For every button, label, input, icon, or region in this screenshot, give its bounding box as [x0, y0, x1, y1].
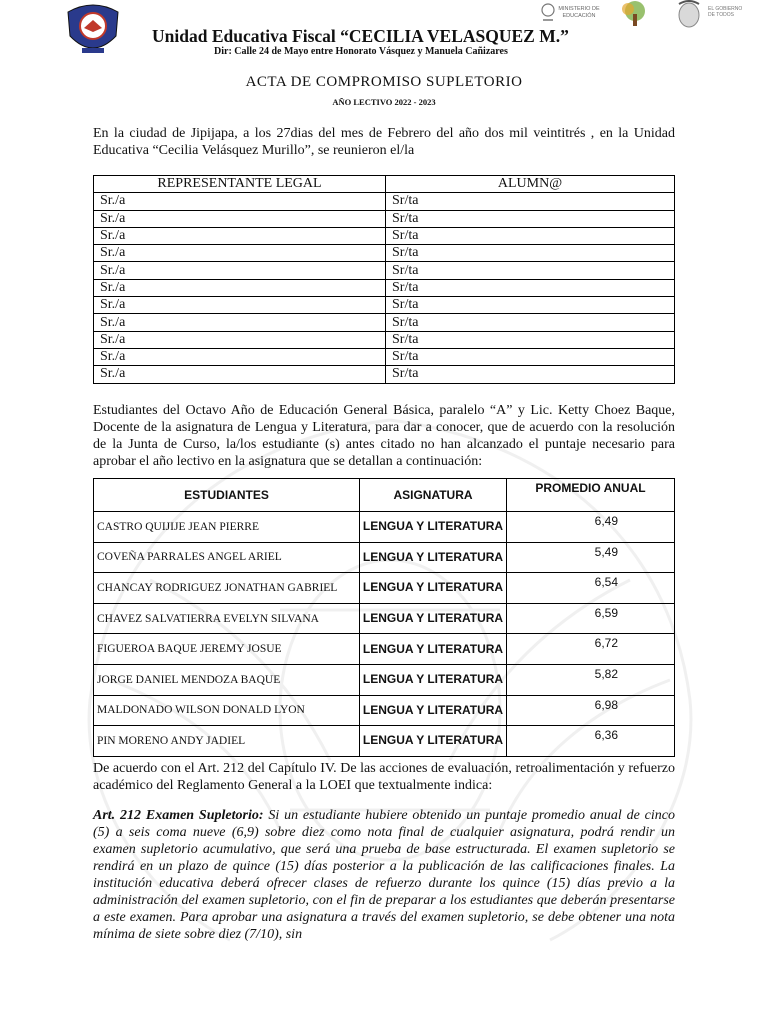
student-cell: Sr/ta	[386, 262, 675, 279]
subject-cell: LENGUA Y LITERATURA	[360, 695, 507, 726]
student-cell: Sr/ta	[386, 314, 675, 331]
school-address: Dir: Calle 24 de Mayo entre Honorato Vásquez y Manuela Cañizares	[214, 46, 508, 57]
column-header: PROMEDIO ANUAL	[507, 479, 675, 512]
representative-cell: Sr./a	[94, 366, 386, 383]
average-cell: 6,54	[507, 573, 675, 604]
table-row	[94, 726, 675, 757]
representative-cell: Sr./a	[94, 331, 386, 348]
table-row	[94, 366, 675, 383]
table-row	[94, 262, 675, 279]
average-cell: 6,36	[507, 726, 675, 757]
ministry-emblem-icon	[540, 2, 556, 24]
grades-table	[93, 478, 675, 757]
student-name-cell: COVEÑA PARRALES ANGEL ARIEL	[94, 542, 360, 573]
average-cell: 5,49	[507, 542, 675, 573]
article-paragraph	[93, 807, 675, 943]
table-row	[94, 245, 675, 262]
representatives-table	[93, 175, 675, 384]
table-row	[94, 542, 675, 573]
representative-cell: Sr./a	[94, 227, 386, 244]
document-title: ACTA DE COMPROMISO SUPLETORIO	[245, 74, 523, 90]
column-header: ASIGNATURA	[360, 479, 507, 512]
table-row	[94, 695, 675, 726]
representative-cell: Sr./a	[94, 210, 386, 227]
article-body: Si un estudiante hubiere obtenido un puntaje promedio anual de cinco (5) a seis coma nueve (6,9) sobre diez como nota final de cualquier asignatura, podrá rendir un examen supletorio acumulativo, que será una prueba de base estructurada. El examen supletorio se rendirá en un plazo de quince (15) días posterior a la publicación de las calificaciones finales. La institución educativa deberá ofrecer clases de refuerzo durante los quince (15) días previo a la administración del examen supletorio, con el fin de preparar a los estudiantes que deberán presentarse a este examen. Para aprobar una asignatura a través del examen supletorio, se debe obtener una nota mínima de siete sobre diez (7/10), sin	[93, 808, 675, 942]
tree-logo-icon	[616, 0, 654, 28]
students-paragraph: Estudiantes del Octavo Año de Educación General Básica, paralelo “A” y Lic. Ketty Choez Baque, Docente de la asignatura de Lengua y Literatura, para dar a conocer, que de acuerdo con la resolución de la Junta de Curso, la/los estudiante (s) antes citado no han alcanzado el puntaje necesario para aprobar el año lectivo en la asignatura que se detallan a continuación:	[93, 403, 675, 469]
student-cell: Sr/ta	[386, 297, 675, 314]
table-row	[94, 279, 675, 296]
representative-cell: Sr./a	[94, 279, 386, 296]
representative-cell: Sr./a	[94, 245, 386, 262]
representative-cell: Sr./a	[94, 314, 386, 331]
student-cell: Sr/ta	[386, 348, 675, 365]
column-header: REPRESENTANTE LEGAL	[94, 176, 386, 193]
subject-cell: LENGUA Y LITERATURA	[360, 542, 507, 573]
school-name: Unidad Educativa Fiscal “CECILIA VELASQUEZ M.”	[152, 26, 569, 46]
student-name-cell: MALDONADO WILSON DONALD LYON	[94, 695, 360, 726]
subject-cell: LENGUA Y LITERATURA	[360, 573, 507, 604]
table-row	[94, 193, 675, 210]
table-row	[94, 603, 675, 634]
student-name-cell: CHANCAY RODRIGUEZ JONATHAN GABRIEL	[94, 573, 360, 604]
column-header: ESTUDIANTES	[94, 479, 360, 512]
student-cell: Sr/ta	[386, 227, 675, 244]
ministry-label: MINISTERIO DE EDUCACIÓN	[558, 6, 600, 19]
table-row	[94, 664, 675, 695]
subject-cell: LENGUA Y LITERATURA	[360, 603, 507, 634]
table-row	[94, 210, 675, 227]
government-label: EL GOBIERNO DE TODOS	[708, 6, 743, 18]
subject-cell: LENGUA Y LITERATURA	[360, 664, 507, 695]
table-row	[94, 348, 675, 365]
column-header: ALUMN@	[386, 176, 675, 193]
student-cell: Sr/ta	[386, 331, 675, 348]
student-name-cell: CASTRO QUIJIJE JEAN PIERRE	[94, 512, 360, 543]
table-row	[94, 227, 675, 244]
student-cell: Sr/ta	[386, 245, 675, 262]
table-row	[94, 297, 675, 314]
student-cell: Sr/ta	[386, 366, 675, 383]
average-cell: 6,72	[507, 634, 675, 665]
representative-cell: Sr./a	[94, 262, 386, 279]
table-row	[94, 512, 675, 543]
student-name-cell: FIGUEROA BAQUE JEREMY JOSUE	[94, 634, 360, 665]
subject-cell: LENGUA Y LITERATURA	[360, 726, 507, 757]
table-row	[94, 573, 675, 604]
average-cell: 6,49	[507, 512, 675, 543]
representative-cell: Sr./a	[94, 348, 386, 365]
student-cell: Sr/ta	[386, 210, 675, 227]
average-cell: 6,98	[507, 695, 675, 726]
student-name-cell: PIN MORENO ANDY JADIEL	[94, 726, 360, 757]
student-name-cell: JORGE DANIEL MENDOZA BAQUE	[94, 664, 360, 695]
average-cell: 5,82	[507, 664, 675, 695]
national-shield-icon	[672, 0, 706, 28]
table-row	[94, 331, 675, 348]
school-year: AÑO LECTIVO 2022 - 2023	[332, 97, 436, 107]
student-cell: Sr/ta	[386, 193, 675, 210]
representative-cell: Sr./a	[94, 297, 386, 314]
subject-cell: LENGUA Y LITERATURA	[360, 512, 507, 543]
student-cell: Sr/ta	[386, 279, 675, 296]
regulation-paragraph: De acuerdo con el Art. 212 del Capítulo IV. De las acciones de evaluación, retroalimentación y refuerzo académico del Reglamento General a la LOEI que textualmente indica:	[93, 761, 675, 793]
article-heading: Art. 212 Examen Supletorio:	[93, 808, 264, 823]
subject-cell: LENGUA Y LITERATURA	[360, 634, 507, 665]
school-crest-logo	[62, 2, 124, 58]
table-row	[94, 634, 675, 665]
average-cell: 6,59	[507, 603, 675, 634]
table-row	[94, 314, 675, 331]
representative-cell: Sr./a	[94, 193, 386, 210]
intro-paragraph: En la ciudad de Jipijapa, a los 27dias del mes de Febrero del año dos mil veintitrés , en la Unidad Educativa “Cecilia Velásquez Murillo”, se reunieron el/la	[93, 126, 675, 158]
student-name-cell: CHAVEZ SALVATIERRA EVELYN SILVANA	[94, 603, 360, 634]
institution-logos	[540, 0, 743, 30]
